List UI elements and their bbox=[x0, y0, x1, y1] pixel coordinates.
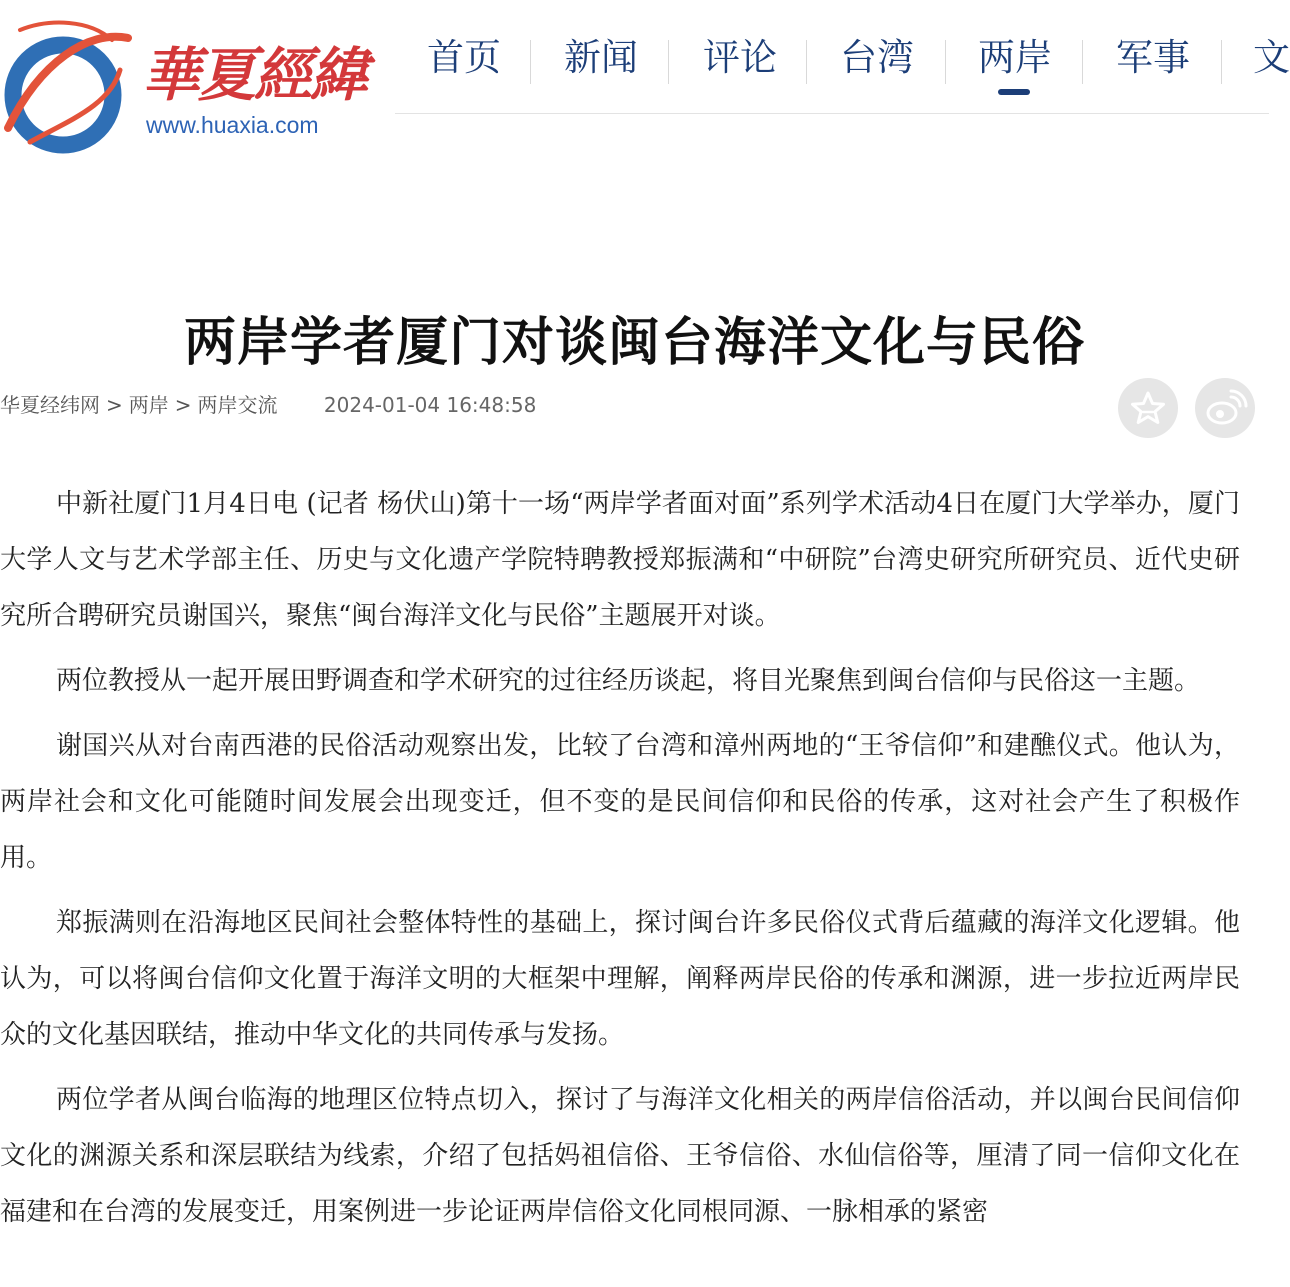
nav-item-cross-strait[interactable]: 两岸 bbox=[978, 36, 1052, 79]
nav-item-news[interactable]: 新闻 bbox=[564, 36, 638, 79]
weibo-icon bbox=[1195, 378, 1255, 438]
site-logo[interactable] bbox=[0, 10, 367, 160]
article-paragraph: 两位学者从闽台临海的地理区位特点切入，探讨了与海洋文化相关的两岸信俗活动，并以闽台民间信仰文化的渊源关系和深层联结为线索，介绍了包括妈祖信俗、王爷信俗、水仙信俗等，厘清了同一信仰文化在福建和在台湾的发展变迁，用案例进一步论证两岸信俗文化同根同源、一脉相承的紧密 bbox=[0, 1085, 1240, 1227]
article-paragraph: 谢国兴从对台南西港的民俗活动观察出发，比较了台湾和漳州两地的“王爷信仰”和建醮仪式。他认为，两岸社会和文化可能随时间发展会出现变迁，但不变的是民间信仰和民俗的传承，这对社会产生了积极作用。 bbox=[0, 731, 1240, 873]
breadcrumb-home[interactable]: 华夏经纬网 bbox=[0, 393, 100, 417]
star-icon bbox=[1118, 378, 1178, 438]
nav-divider bbox=[1221, 40, 1222, 84]
weibo-share-button[interactable] bbox=[1195, 378, 1255, 438]
nav-divider bbox=[806, 40, 807, 84]
article-paragraph: 中新社厦门1月4日电 (记者 杨伏山)第十一场“两岸学者面对面”系列学术活动4日在厦门大学举办，厦门大学人文与艺术学部主任、历史与文化遗产学院特聘教授郑振满和“中研院”台湾史研究所研究员、近代史研究所合聘研究员谢国兴，聚焦“闽台海洋文化与民俗”主题展开对谈。 bbox=[0, 489, 1240, 631]
breadcrumb-exchange[interactable]: 两岸交流 bbox=[197, 393, 278, 417]
nav-divider bbox=[668, 40, 669, 84]
article-meta bbox=[0, 390, 536, 420]
nav-active-indicator bbox=[998, 89, 1030, 95]
nav-divider bbox=[1082, 40, 1083, 84]
logo-wordmark: 華夏經緯 bbox=[142, 41, 367, 109]
nav-item-commentary[interactable]: 评论 bbox=[703, 36, 777, 79]
nav-divider bbox=[530, 40, 531, 84]
main-nav bbox=[395, 0, 1290, 114]
breadcrumb-separator: > bbox=[106, 393, 123, 417]
article-body bbox=[0, 476, 1240, 1249]
article-title: 两岸学者厦门对谈闽台海洋文化与民俗 bbox=[183, 312, 1085, 373]
breadcrumb-cross-strait[interactable]: 两岸 bbox=[128, 393, 169, 417]
favorite-button[interactable] bbox=[1118, 378, 1178, 438]
nav-item-military[interactable]: 军事 bbox=[1116, 36, 1190, 79]
nav-divider bbox=[945, 40, 946, 84]
breadcrumb-separator: > bbox=[174, 393, 192, 417]
nav-item-home[interactable]: 首页 bbox=[427, 36, 501, 79]
article-paragraph: 两位教授从一起开展田野调查和学术研究的过往经历谈起，将目光聚焦到闽台信仰与民俗这一主题。 bbox=[56, 666, 1201, 696]
publish-date: 2024-01-04 16:48:58 bbox=[323, 393, 537, 417]
logo-globe-icon bbox=[0, 10, 140, 160]
article-paragraph: 郑振满则在沿海地区民间社会整体特性的基础上，探讨闽台许多民俗仪式背后蕴藏的海洋文化逻辑。他认为，可以将闽台信仰文化置于海洋文明的大框架中理解，阐释两岸民俗的传承和渊源，进一步拉近两岸民众的文化基因联结，推动中华文化的共同传承与发扬。 bbox=[0, 908, 1240, 1050]
nav-item-taiwan[interactable]: 台湾 bbox=[840, 36, 914, 79]
logo-url: www.huaxia.com bbox=[146, 112, 319, 138]
nav-item-culture[interactable]: 文 bbox=[1253, 36, 1290, 79]
